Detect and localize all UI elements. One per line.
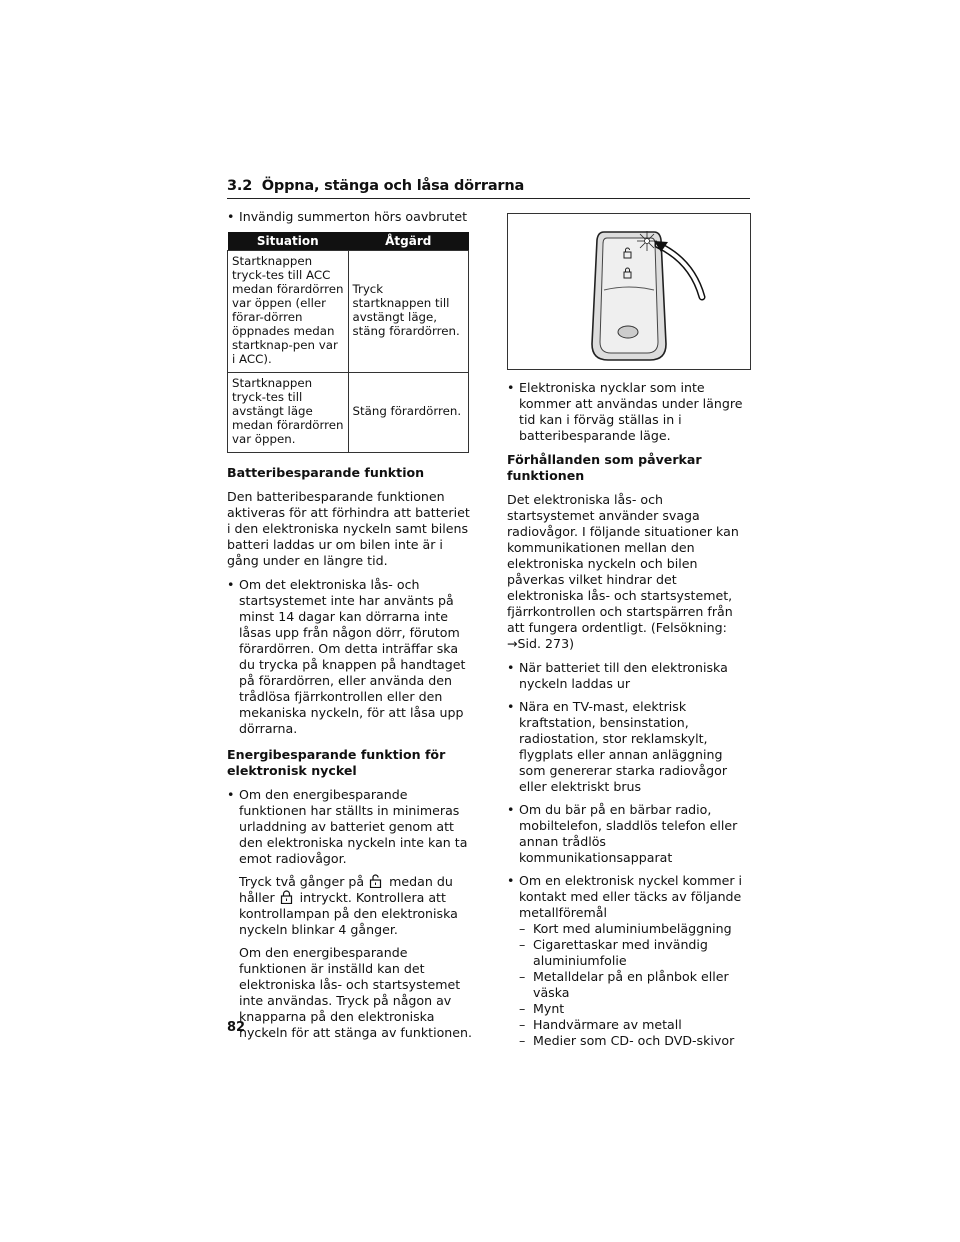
dash-item: – Cigarettaskar med invändig aluminiumfolie <box>519 937 708 968</box>
table-header-action: Åtgärd <box>348 232 469 251</box>
left-column <box>227 209 472 1048</box>
dash-item: – Kort med aluminiumbeläggning <box>519 921 732 936</box>
right-column <box>507 380 750 1049</box>
bullet-14-days: • Om det elektroniska lås- och startsystemet inte har använts på minst 14 dagar kan dörrarna inte låsas upp från någon dörr, förutom förardörren. Om detta inträffar ska du trycka på knappen på handtaget på förardörren, eller använda den trådlösa fjärrkontrollen eller den mekaniska nyckeln, för att låsa upp dörrarna. <box>227 577 472 737</box>
table-cell-situation: Startknappen tryck-tes till avstängt läge medan förardörren var öppen. <box>228 373 349 453</box>
table-cell-action: Stäng förardörren. <box>348 373 469 453</box>
lock-icon <box>280 890 293 904</box>
section-rule <box>227 198 750 199</box>
list-item: • Om en elektronisk nyckel kommer i kontakt med eller täcks av följande metallföremål <box>507 873 750 921</box>
situation-table <box>227 232 469 453</box>
unlock-icon <box>369 874 382 888</box>
dash-item: – Handvärmare av metall <box>519 1017 682 1032</box>
paragraph-cancel: Om den energibesparande funktionen är inställd kan det elektroniska lås- och startsystemet inte användas. Tryck på någon av knapparna på den elektroniska nyckeln för att stänga av funktionen. <box>239 945 472 1040</box>
smart-key-icon <box>508 214 750 369</box>
paragraph-battery-saving: Den batteribesparande funktionen aktiveras för att förhindra att batteriet i den elektroniska nyckeln samt bilens batteri laddas ur om bilen inte är i gång under en längre tid. <box>227 489 470 568</box>
bullet-battery-mode: • Elektroniska nycklar som inte kommer att användas under längre tid kan i förväg ställas in i batteribesparande läge. <box>507 380 750 444</box>
heading-energy-saving: Energibesparande funktion för elektronisk nyckel <box>227 747 446 778</box>
heading-conditions: Förhållanden som påverkar funktionen <box>507 452 702 483</box>
table-cell-situation: Startknappen tryck-tes till ACC medan förardörren var öppen (eller förar-dörren öppnades medan startknap-pen var i ACC). <box>228 251 349 373</box>
dash-item: – Mynt <box>519 1001 565 1016</box>
heading-battery-saving: Batteribesparande funktion <box>227 465 425 480</box>
section-title: 3.2 Öppna, stänga och låsa dörrarna <box>227 178 525 194</box>
table-header-situation: Situation <box>228 232 349 251</box>
table-cell-action: Tryck startknappen till avstängt läge, stäng förardörren. <box>348 251 469 373</box>
paragraph-conditions: Det elektroniska lås- och startsystemet använder svaga radiovågor. I följande situationer kan kommunikationen mellan den elektroniska nyckeln och bilen påverkas vilket hindrar det elektroniska lås- och startsystemet, fjärrkontrollen och startspärren från att fungera ordentligt. (Felsökning: →Sid. 273) <box>507 492 739 651</box>
page-number: 82 <box>227 1020 246 1035</box>
list-item: • Om du bär på en bärbar radio, mobiltelefon, sladdlös telefon eller annan trådlös kommunikationsapparat <box>507 802 750 866</box>
list-item: • När batteriet till den elektroniska nyckeln laddas ur <box>507 660 750 692</box>
table-row <box>228 373 469 453</box>
dash-item: – Medier som CD- och DVD-skivor <box>519 1033 735 1048</box>
table-row <box>228 251 469 373</box>
press-instruction: Tryck två gånger på medan du håller intryckt. Kontrollera att kontrollampan på den elektroniska nyckeln blinkar 4 gånger. <box>239 874 458 937</box>
key-figure <box>507 213 751 370</box>
bullet-intro: • Invändig summerton hörs oavbrutet <box>227 209 472 225</box>
list-item: • Nära en TV-mast, elektrisk kraftstation, bensinstation, radiostation, stor reklamskylt, flygplats eller annan anläggning som genererar starka radiovågor eller elektriskt brus <box>507 699 750 795</box>
page-reference-link[interactable]: →Sid. 273) <box>507 636 574 651</box>
dash-item: – Metalldelar på en plånbok eller väska <box>519 969 729 1000</box>
bullet-energy-saving: • Om den energibesparande funktionen har ställts in minimeras urladdning av batteriet genom att den elektroniska nyckeln inte kan ta emot radiovågor. <box>227 787 472 867</box>
